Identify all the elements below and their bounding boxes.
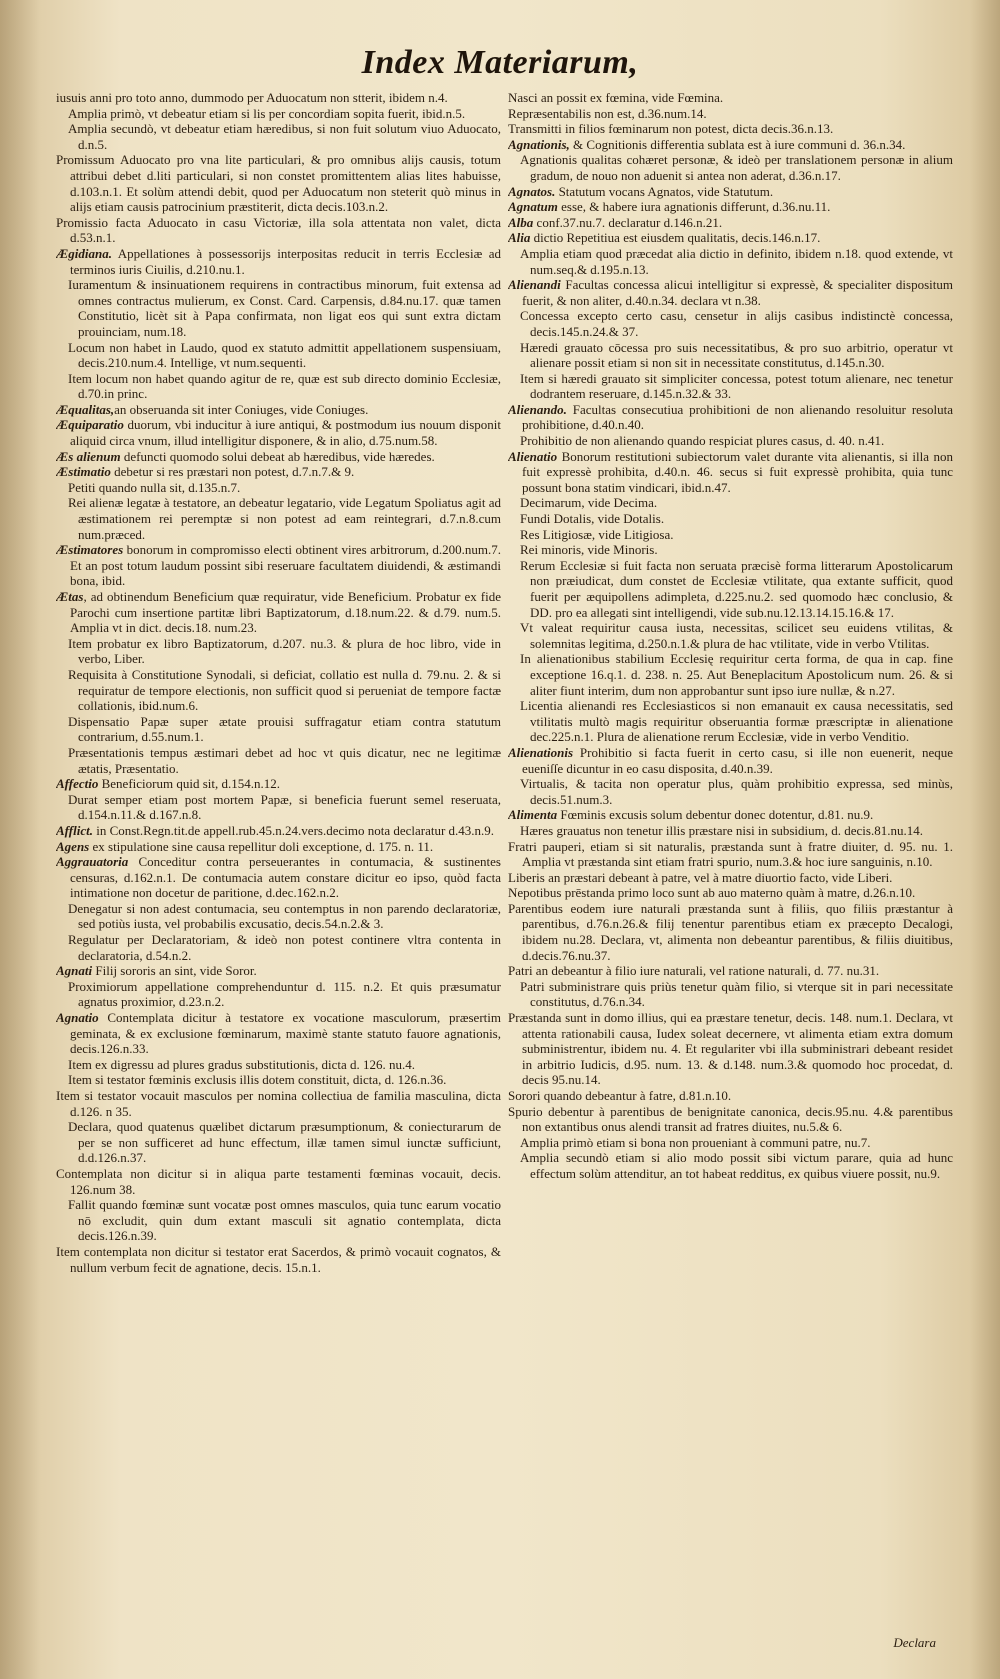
index-entry (56, 1244, 501, 1275)
index-text: in Const.Regn.tit.de appell.rub.45.n.24.vers.decimo nota declaratur d.43.n.9. (92, 822, 495, 838)
index-text: Bonorum restitutioni subiectorum valet durante vita alienantis, si illa non fuit expressè prohibita, d.40.n. 46. secus si fuit expressè prohibita, quia tunc possunt bona statim vindicari, ibid.n.47. (522, 448, 953, 495)
index-text: Fundi Dotalis, vide Dotalis. (520, 511, 665, 527)
index-text: Amplia etiam quod præcedat alia dictio in definito, ibidem n.18. quod extende, vt num.seq.& d.195.n.13. (520, 245, 953, 277)
index-entry (56, 1119, 501, 1166)
index-entry (508, 542, 953, 558)
index-entry (56, 121, 501, 152)
index-keyword: Afflict. (56, 822, 93, 838)
index-text: Liberis an præstari debeant à patre, vel à matre diuortio facto, vide Liberi. (508, 869, 893, 885)
index-text: Amplia secundò, vt debeatur etiam hæredibus, si non fuit solutum viuo Aduocato, d.n.5. (68, 121, 501, 152)
index-entry (56, 1010, 501, 1057)
index-keyword: Alimenta (508, 807, 558, 823)
index-text: Agnationis qualitas cohæret personæ, & ideò per translationem personæ in alium gradum, de nouo non aduenit si antea non aderat, d.36.n.17. (520, 152, 953, 183)
index-entry (56, 371, 501, 402)
index-keyword: Agens (56, 838, 90, 854)
index-entry (508, 199, 953, 215)
index-entry (508, 963, 953, 979)
index-entry (508, 1135, 953, 1151)
index-text: an obseruanda sit inter Coniuges, vide Coniuges. (114, 401, 369, 417)
index-text: Spurio debentur à parentibus de benignitate canonica, decis.95.nu. 4.& parentibus non extantibus onus alendi transit ad fratres diuites, nu.5.& 6. (508, 1103, 953, 1135)
index-entry (508, 870, 953, 886)
index-text: Statutum vocans Agnatos, vide Statutum. (555, 183, 774, 199)
index-keyword: Æquiparatio (56, 417, 124, 433)
index-entry (508, 90, 953, 106)
index-text: Petiti quando nulla sit, d.135.n.7. (68, 479, 241, 495)
index-entry (56, 1166, 501, 1197)
index-entry (508, 121, 953, 137)
index-text: Beneficiorum quid sit, d.154.n.12. (98, 776, 280, 792)
index-keyword: Agnatio (56, 1010, 99, 1026)
index-text: dictio Repetitiua est eiusdem qualitatis, decis.146.n.17. (530, 230, 821, 246)
index-text: Item ex digressu ad plures gradus substitutionis, dicta d. 126. nu.4. (68, 1056, 415, 1072)
index-text: Prohibitio de non alienando quando respiciat plures casus, d. 40. n.41. (520, 433, 885, 449)
index-entry (508, 1104, 953, 1135)
index-text: Filij sororis an sint, vide Soror. (92, 963, 257, 979)
index-keyword: Alienandi (508, 277, 561, 293)
index-entry (56, 495, 501, 542)
index-keyword: Agnatum (508, 199, 558, 215)
index-entry (508, 246, 953, 277)
index-text: Rei minoris, vide Minoris. (520, 542, 658, 558)
index-entry (56, 745, 501, 776)
index-text: Promissum Aduocato pro vna lite particulari, & pro omnibus alijs causis, totum attribui debet d.liti particulari, si non constet promittentem alias lites habuisse, d.103.n.1. Et solùm attendi debit, quod per Aduocatum non steterit quò minus in alijs etiam causis patrocinium præstiterit, dicta decis.103.n.2. (56, 152, 501, 215)
index-text: debetur si res præstari non potest, d.7.n.7.& 9. (110, 464, 355, 480)
index-entry (56, 480, 501, 496)
index-entry (508, 152, 953, 183)
index-text: Fallit quando fœminæ sunt vocatæ post omnes masculos, quia tunc earum vocatio nō excludit, quin dum extant masculi sit agnatio contemplata, dicta decis.126.n.39. (68, 1197, 501, 1244)
index-keyword: Alienationis (508, 744, 574, 760)
index-text: Dispensatio Papæ super ætate prouisi suffragatur etiam contra statutum contrarium, d.55.num.1. (68, 713, 501, 745)
index-entry (508, 776, 953, 807)
index-text: Licentia alienandi res Ecclesiasticos si non emanauit ex causa necessitatis, sed vtilitatis multò magis requiritur obseruantia formæ præscriptæ in alienatione dec.225.n.1. Plura de alienatione rerum Ecclesiæ, vide in verbo Venditio. (520, 698, 953, 745)
index-keyword: Ætas (56, 589, 84, 604)
index-entry (56, 667, 501, 714)
index-entry (508, 495, 953, 511)
index-entry (56, 90, 501, 106)
index-text: , ad obtinendum Beneficium quæ requiratur, vide Beneficium. Probatur ex fide Parochi cum insertione partitæ libri Baptizatorum, d.18.num.22. & d.79. num.5. Amplia vt in dict. decis.18. num.23. (70, 589, 501, 636)
index-text: Rerum Ecclesiæ si fuit facta non seruata præcisè forma litterarum Apostolicarum non præiudicat, dum constet de Ecclesiæ vtilitate, qua extante sufficit, quod fuerit per æquipollens adimpleta, d.225.nu.2. sed quomodo hæc conclusio, & DD. pro ea allegati sint intelligendi, vide sub.nu.12.13.14.15.16.& 17. (520, 557, 953, 620)
index-entry (56, 215, 501, 246)
index-entry (56, 246, 501, 277)
index-entry (508, 1010, 953, 1088)
index-text: Item contemplata non dicitur si testator erat Sacerdos, & primò vocauit cognatos, & nullum verbum fecit de agnatione, decis. 15.n.1. (56, 1243, 501, 1275)
index-entry (56, 854, 501, 901)
index-text: Conceditur contra perseuerantes in contumacia, & sustinentes censuras, d.162.n.1. De contumacia autem constare dicitur eo ipso, quòd facta intimatione non docetur de paritione, d.dec.162.n.2. (70, 854, 501, 901)
index-text: iusuis anni pro toto anno, dummodo per Aduocatum non stterit, ibidem n.4. (56, 90, 448, 105)
index-entry (56, 963, 501, 979)
index-text: Item probatur ex libro Baptizatorum, d.207. nu.3. & plura de hoc libro, vide in verbo, Liber. (68, 635, 501, 667)
index-text: conf.37.nu.7. declaratur d.146.n.21. (533, 214, 723, 230)
index-text: Fœminis excusis solum debentur donec dotentur, d.81. nu.9. (557, 807, 874, 823)
index-keyword: Ægidiana. (56, 245, 112, 261)
index-entry (508, 215, 953, 231)
index-entry (56, 464, 501, 480)
index-entry (508, 511, 953, 527)
index-text: ex stipulatione sine causa repellitur doli exceptione, d. 175. n. 11. (89, 838, 434, 854)
index-text: Hæres grauatus non tenetur illis præstare nisi in subsidium, d. decis.81.nu.14. (520, 822, 923, 838)
index-keyword: Agnati (56, 963, 93, 979)
index-text: Repræsentabilis non est, d.36.num.14. (508, 105, 707, 121)
index-text: Item locum non habet quando agitur de re, quæ est sub directo dominio Ecclesiæ, d.70.in princ. (68, 370, 501, 402)
index-text: Amplia secundò etiam si alio modo possit sibi victum parare, quia ad hunc effectum solùm attenditur, an tot habeat redditus, ex quibus viuere possit, nu.9. (520, 1150, 953, 1181)
edge-shadow (970, 0, 1000, 1679)
index-text: bonorum in compromisso electi obtinent vires arbitrorum, d.200.num.7. Et an post totum laudum possint sibi reseruare facultatem diuidendi, & æstimandi bona, ibid. (70, 542, 501, 589)
index-entry (56, 932, 501, 963)
index-keyword: Æqualitas, (56, 401, 115, 417)
index-entry (56, 542, 501, 589)
index-keyword: Affectio (56, 776, 99, 792)
index-keyword: Alienatio (508, 448, 558, 464)
index-text: Amplia primò, vt debeatur etiam si lis per concordiam sopita fuerit, ibid.n.5. (68, 105, 466, 121)
index-text: Contemplata dicitur à testatore ex vocatione masculorum, præsertim geminata, & ex exclusione fœminarum, maximè stante statuto fauore agnationis, decis.126.n.33. (70, 1010, 501, 1057)
index-text: Virtualis, & tacita non operatur plus, quàm prohibitio expressa, sed minùs, decis.51.num.3. (520, 776, 953, 807)
index-text: Nepotibus prēstanda primo loco sunt ab auo materno quàm à matre, d.26.n.10. (508, 885, 916, 901)
index-keyword: Agnatos. (508, 183, 556, 199)
index-entry (56, 106, 501, 122)
index-entry (508, 698, 953, 745)
index-entry (56, 402, 501, 418)
index-text: Vt valeat requiritur causa iusta, necessitas, scilicet seu euidens vtilitas, & solemnitas legitima, d.250.n.1.& plura de hac vtilitate, vide in verbo Vtilitas. (520, 620, 953, 651)
index-entry (508, 1150, 953, 1181)
index-text: Prohibitio si facta fuerit in certo casu, si ille non euenerit, neque eueniſſe dicuntur in eo casu disposita, d.40.n.39. (522, 744, 953, 776)
index-text: Patri an debeantur à filio iure naturali, vel ratione naturali, d. 77. nu.31. (508, 963, 880, 979)
index-entry (56, 417, 501, 448)
index-text: Decimarum, vide Decima. (520, 495, 658, 511)
index-entry (508, 402, 953, 433)
index-text: Præstanda sunt in domo illius, qui ea præstare tenetur, decis. 148. num.1. Declara, vt attenta rationabili causa, Iudex soleat decernere, vt alimenta etiam extra domum subministrentur, ibidem nu. 4. Et regulariter vbi illa subministrari debeant residet in arbitrio Iudicis, d.95. num. 13. & d.148. num.3.& quomodo hoc procedat, d. decis 95.nu.14. (508, 1010, 953, 1088)
index-text: Parentibus eodem iure naturali præstanda sunt à filiis, quo filiis præstantur à parentibus, d.76.n.26.& filij tenentur parentibus etiam ex præcepto Decalogi, ibidem nu.28. Declara, vt, alimenta non debeantur parentibus, & filiis diuitibus, d.decis.76.nu.37. (508, 900, 953, 963)
index-entry (56, 823, 501, 839)
index-keyword: Alia (508, 230, 531, 246)
index-entry (508, 137, 953, 153)
index-entry (56, 714, 501, 745)
index-entry (56, 449, 501, 465)
index-text: Facultas consecutiua prohibitioni de non alienando resoluitur resoluta prohibitione, d.40.n.40. (522, 401, 953, 433)
index-text: esse, & habere iura agnationis differunt, d.36.nu.11. (557, 199, 831, 215)
index-entry (508, 184, 953, 200)
index-entry (56, 1197, 501, 1244)
index-entry (56, 901, 501, 932)
index-entry (508, 449, 953, 496)
index-text: Res Litigiosæ, vide Litigiosa. (520, 526, 674, 542)
index-text: Patri subministrare quis priùs tenetur quàm filio, si vterque sit in pari necessitate constitutus, d.76.n.34. (520, 978, 953, 1010)
index-entry (508, 558, 953, 620)
index-entry (508, 807, 953, 823)
index-entry (508, 371, 953, 402)
index-entry (508, 527, 953, 543)
index-text: Rei alienæ legatæ à testatore, an debeatur legatario, vide Legatum Spoliatus agit ad æstimationem rei peremptæ si non potest ad eam reintegrari, d.7.n.8.cum num.præced. (68, 495, 501, 542)
index-entry (56, 152, 501, 214)
index-entry (508, 979, 953, 1010)
index-entry (508, 106, 953, 122)
index-entry (56, 589, 501, 636)
index-text: Promissio facta Aduocato in casu Victoriæ, illa sola attentata non valet, dicta d.53.n.1. (56, 214, 501, 246)
index-text: Requisita à Constitutione Synodali, si deficiat, collatio est nulla d. 79.nu. 2. & si requiratur de tempore electionis, non sufficit quod si perueniat de tempore factæ collationis, ibid.num.6. (68, 666, 501, 714)
index-text: Amplia primò etiam si bona non proueniant à communi patre, nu.7. (520, 1134, 871, 1150)
index-entry (56, 1072, 501, 1088)
index-entry (56, 776, 501, 792)
index-text: Concessa excepto certo casu, censetur in alijs casibus indistinctè concessa, decis.145.n.24.& 37. (520, 308, 953, 339)
index-keyword: Æs alienum (56, 448, 121, 464)
index-text: Hæredi grauato cōcessa pro suis necessitatibus, & pro suo arbitrio, operatur vt alienare possit etiam si non sit in necessitate constitutus, d.145.n.30. (520, 339, 953, 371)
index-entry (508, 277, 953, 308)
index-text: Denegatur si non adest contumacia, seu contemptus in non parendo declaratoriæ, sed potiùs iusta, vel probabilis excusatio, decis.54.n.2.& 3. (68, 900, 501, 932)
gutter-shadow (0, 0, 40, 1679)
index-entry (508, 885, 953, 901)
index-text: Proximiorum appellatione comprehenduntur d. 115. n.2. Et quis præsumatur agnatus proximior, d.23.n.2. (68, 978, 501, 1010)
index-entry (508, 433, 953, 449)
index-entry (56, 340, 501, 371)
index-keyword: Æstimatores (56, 542, 124, 558)
index-text: Regulatur per Declaratoriam, & ideò non potest continere vltra contenta in declaratoria, d.54.n.2. (68, 932, 501, 963)
index-entry (508, 823, 953, 839)
index-entry (508, 839, 953, 870)
index-entry (508, 1088, 953, 1104)
catchword: Declara (893, 1635, 936, 1650)
index-keyword: Alba (508, 214, 534, 230)
index-keyword: Alienando. (508, 401, 567, 417)
index-text: Iuramentum & insinuationem requirens in contractibus minorum, fuit extensa ad omnes contractus mulierum, ex Const. Card. Carpensis, d.84.nu.17. quæ tamen Constitutio, licèt sit à Papa confirmata, non ligat eos qui sunt extra dictam prouinciam, num.18. (68, 277, 501, 339)
index-keyword: Agnationis, (508, 136, 570, 152)
index-text: In alienationibus stabilium Ecclesię requiritur certa forma, de qua in cap. fine exceptione 16.q.1. d. 238. n. 25. Aut Beneplacitum Apostolicum num. 26. & si aliter fiunt interim, dum non approbantur sunt ipso iure nullæ, & n.27. (520, 651, 953, 698)
index-text: Præsentationis tempus æstimari debet ad hoc vt quis dicatur, nec ne legitimæ ætatis, Præsentatio. (68, 744, 501, 776)
index-text: Item si hæredi grauato sit simpliciter concessa, potest totum alienare, nec tenetur dodrantem reseruare, d.145.n.32.& 33. (520, 370, 953, 402)
index-entry (508, 651, 953, 698)
index-entry (508, 308, 953, 339)
index-entry (508, 340, 953, 371)
index-text: Appellationes à possessorijs interpositas reducit in terris Ecclesiæ ad terminos iuris Ciuilis, d.210.nu.1. (70, 245, 501, 277)
index-text: Facultas concessa alicui intelligitur si expressè, & specialiter dispositum fuerit, & non aliter, d.40.n.34. declara vt n.38. (522, 277, 953, 308)
index-text: Fratri pauperi, etiam si sit naturalis, præstanda sunt à fratre diuiter, d. 95. nu. 1. Amplia vt præstanda sint etiam fratri spurio, num.3.& hoc iure sanguinis, n.10. (508, 838, 953, 870)
index-entry (56, 1057, 501, 1073)
index-text: Locum non habet in Laudo, quod ex statuto admittit appellationem suspensiuam, decis.210.num.4. Intellige, vt num.sequenti. (68, 339, 501, 371)
index-text: Nasci an possit ex fœmina, vide Fœmina. (508, 90, 724, 105)
index-entry (508, 745, 953, 776)
index-text: Sorori quando debeantur à fatre, d.81.n.10. (508, 1088, 732, 1103)
index-text: Item si testator fœminis exclusis illis dotem constituit, dicta, d. 126.n.36. (68, 1072, 447, 1088)
index-entry (508, 901, 953, 963)
index-entry (56, 839, 501, 855)
index-keyword: Aggrauatoria (56, 854, 129, 870)
page-title: Index Materiarum, (361, 44, 639, 81)
index-text: Item si testator vocauit masculos per nomina collectiua de familia masculina, dicta d.126. n 35. (56, 1088, 501, 1119)
index-text: Durat semper etiam post mortem Papæ, si beneficia fuerunt semel reseruata, d.154.n.11.& d.167.n.8. (68, 791, 501, 823)
index-entry (56, 636, 501, 667)
index-keyword: Æstimatio (56, 464, 111, 480)
index-text: duorum, vbi inducitur à iure antiqui, & postmodum ius nouum disponit aliquid circa vnum, illud intelligitur disponere, & in alio, d.75.num.58. (70, 417, 501, 449)
left-column (56, 90, 501, 1650)
index-text: defuncti quomodo solui debeat ab hæredibus, vide hæredes. (120, 448, 435, 464)
index-text: Contemplata non dicitur si in aliqua parte testamenti fœminas vocauit, decis. 126.num 38. (56, 1165, 501, 1197)
index-entry (508, 620, 953, 651)
index-text: Transmitti in filios fœminarum non potest, dicta decis.36.n.13. (508, 121, 834, 137)
right-column (508, 90, 953, 1650)
index-entry (56, 792, 501, 823)
index-entry (56, 979, 501, 1010)
index-text: & Cognitionis differentia sublata est à iure communi d. 36.n.34. (569, 136, 906, 152)
index-entry (508, 230, 953, 246)
index-text: Declara, quod quatenus quælibet dictarum præsumptionum, & coniecturarum de per se non sufficeret ad hunc effectum, illæ tamen simul iunctæ sufficiunt, d.d.126.n.37. (68, 1119, 501, 1166)
index-entry (56, 1088, 501, 1119)
index-entry (56, 277, 501, 339)
